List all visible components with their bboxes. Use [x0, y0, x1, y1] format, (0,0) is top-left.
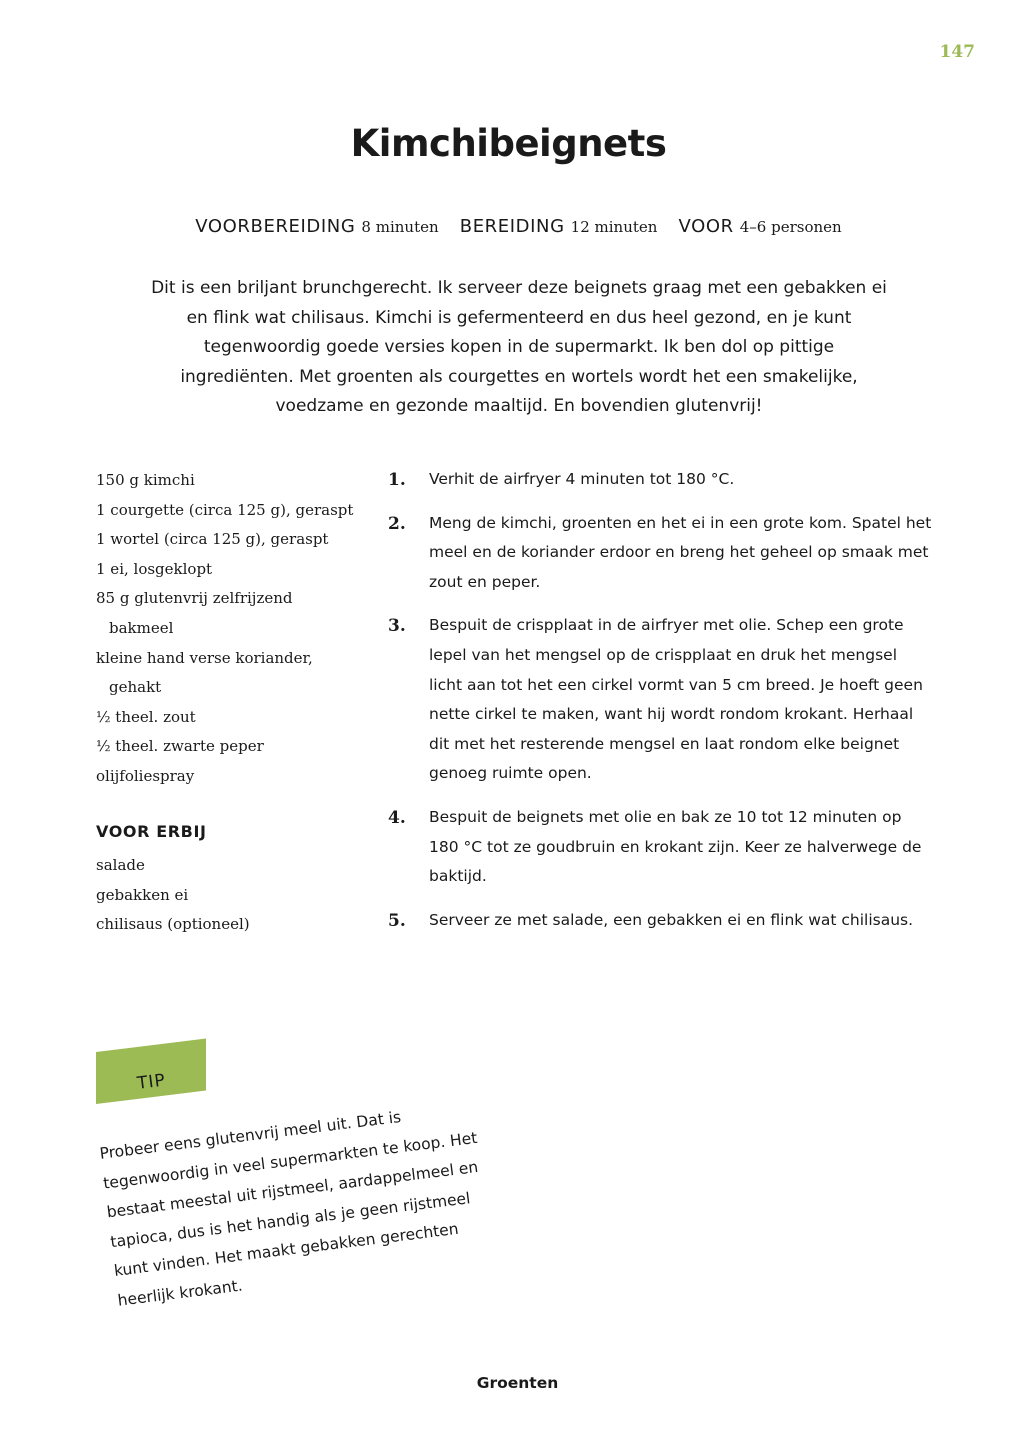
page-number: 147: [939, 42, 975, 62]
step-text: Verhit de airfryer 4 minuten tot 180 °C.: [429, 470, 735, 488]
ingredient-item: ½ theel. zout: [96, 707, 196, 726]
step-number: 3.: [388, 616, 406, 637]
ingredient-item: 1 courgette (circa 125 g), geraspt: [96, 500, 354, 519]
recipe-meta: [0, 216, 1017, 237]
servings-value: 4–6 personen: [739, 218, 842, 236]
ingredient-item: 85 g glutenvrij zelfrijzend bakmeel: [96, 589, 293, 637]
tip-text: Probeer eens glutenvrij meel uit. Dat is tegenwoordig in veel supermarkten te koop. Het bestaat meestal uit rijstmeel, aardappelmeel en tapioca, dus is het handig als je geen rijstmeel kunt vinden. Het maakt gebakken gerechten heerlijk krokant.: [98, 1107, 480, 1310]
cook-label: BEREIDING: [459, 216, 565, 237]
serve-with-item: gebakken ei: [96, 885, 189, 904]
ingredients-list: [96, 466, 386, 792]
step-item: [388, 906, 933, 936]
recipe-title: Kimchibeignets: [350, 122, 667, 165]
step-number: 2.: [388, 513, 406, 534]
serve-with-item: chilisaus (optioneel): [96, 915, 250, 934]
servings: [679, 216, 842, 237]
step-text: Bespuit de crispplaat in de airfryer met olie. Schep een grote lepel van het mengsel op de crispplaat en druk het mengsel licht aan tot het een cirkel vormt van 5 cm breed. Je hoeft geen nette cirkel te maken, want hij wordt rondom krokant. Herhaal dit met het resterende mengsel en laat rondom elke beignet genoeg ruimte open.: [429, 616, 923, 783]
cook-value: 12 minuten: [570, 218, 658, 236]
recipe-intro: Dit is een briljant brunchgerecht. Ik serveer deze beignets graag met een gebakken ei en flink wat chilisaus. Kimchi is gefermenteerd en dus heel gezond, en je kunt tegenwoordig goede versies kopen in de supermarkt. Ik ben dol op pittige ingrediënten. Met groenten als courgettes en wortels wordt het een smakelijke, voedzame en gezonde maaltijd. En bovendien glutenvrij!: [151, 278, 887, 417]
step-item: [388, 465, 933, 495]
prep-label: VOORBEREIDING: [195, 216, 356, 237]
step-number: 5.: [388, 910, 406, 931]
step-item: [388, 803, 933, 892]
ingredient-item: 1 wortel (circa 125 g), geraspt: [96, 530, 329, 549]
serve-with-item: salade: [96, 856, 145, 874]
step-text: Bespuit de beignets met olie en bak ze 10 tot 12 minuten op 180 °C tot ze goudbruin en krokant zijn. Keer ze halverwege de baktijd.: [429, 807, 922, 886]
step-text: Meng de kimchi, groenten en het ei in een grote kom. Spatel het meel en de koriander erdoor en breng het geheel op smaak met zout en peper.: [429, 513, 932, 591]
method-steps: [388, 465, 933, 949]
step-item: [388, 611, 933, 789]
ingredient-item: 1 ei, losgeklopt: [96, 559, 213, 578]
cook-time: [460, 216, 658, 237]
step-item: [388, 509, 933, 598]
prep-time: [195, 216, 438, 237]
servings-label: VOOR: [678, 216, 734, 237]
step-text: Serveer ze met salade, een gebakken ei en flink wat chilisaus.: [429, 910, 914, 929]
step-number: 4.: [388, 807, 406, 828]
tip-label: TIP: [136, 1070, 167, 1094]
serve-with-list: [96, 851, 250, 940]
ingredient-item: 150 g kimchi: [96, 471, 195, 489]
section-footer: Groenten: [476, 1374, 559, 1392]
prep-value: 8 minuten: [361, 218, 439, 236]
ingredient-item: ½ theel. zwarte peper: [96, 737, 264, 756]
step-number: 1.: [388, 470, 406, 490]
ingredient-item: kleine hand verse koriander, gehakt: [96, 648, 313, 697]
ingredient-item: olijfoliespray: [96, 766, 195, 785]
serve-with-heading: VOOR ERBIJ: [96, 822, 207, 841]
